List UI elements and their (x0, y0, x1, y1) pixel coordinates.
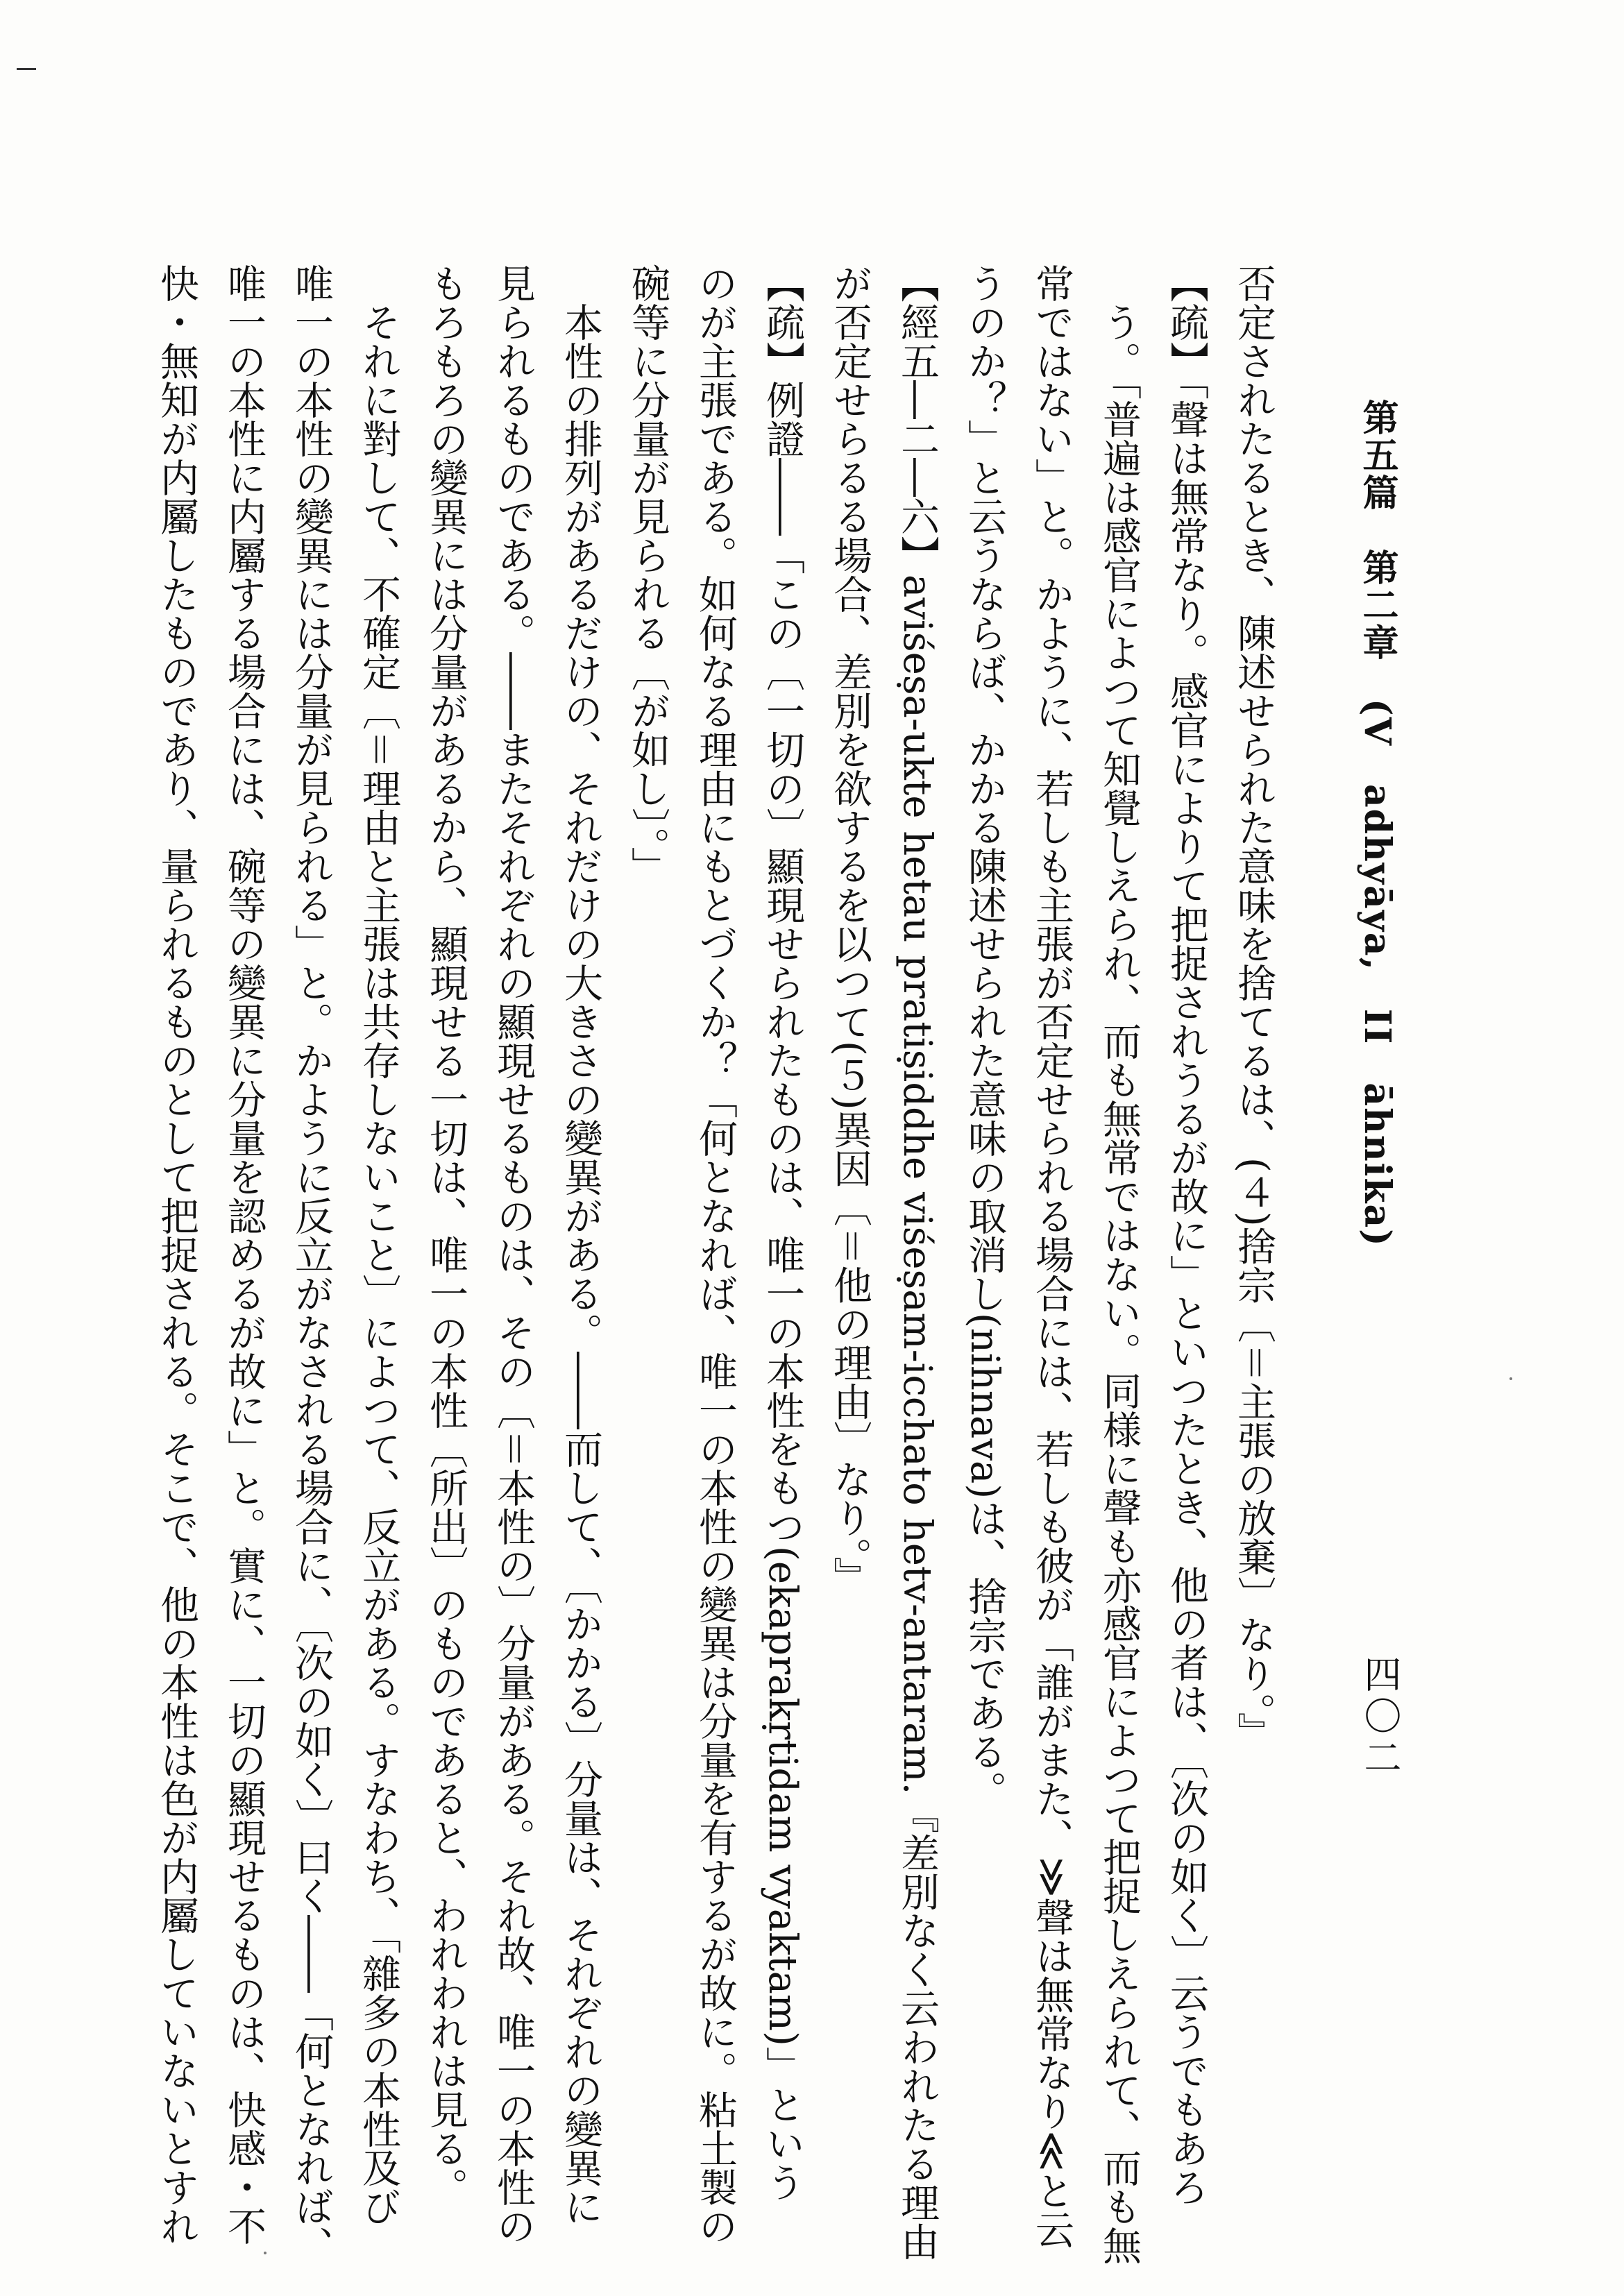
text-line: 【疏】例證――「この〔一切の〕顯現せられたものは、唯一の本性をもつ(ekaprakṛtidam vyaktam)」という (760, 264, 805, 2202)
text-line: 本性の排列があるだけの、それだけの大きさの變異がある。――而して、〔かかる〕分量は、それぞれの變異に (558, 303, 603, 2226)
text-line: 快・無知が内屬したものであり、量られるものとして把捉される。そこで、他の本性は色が内屬していないとすれ (154, 264, 199, 2245)
speck (1509, 1377, 1512, 1380)
text-line: 唯一の本性の變異には分量が見られる」と。かように反立がなされる場合に、〔次の如く〕曰く――「何となれば、 (289, 264, 334, 2265)
body-text (154, 264, 1287, 2265)
text-line: のが主張である。如何なる理由にもとづくか？「何となれば、唯一の本性の變異は分量を有するが故に。粘土製の (693, 264, 738, 2245)
text-line: 唯一の本性に内屬する場合には、碗等の變異に分量を認めるが故に」と。實に、一切の顯現せるものは、快感・不 (221, 264, 267, 2245)
text-line: 常ではない」と。かように、若しも主張が否定せられる場合には、若しも彼が「誰がまた、≫聲は無常なり≪と云 (1029, 264, 1074, 2250)
running-head: 第五篇 第二章 (V adhyāya, II āhnika) (1356, 399, 1398, 1248)
text-line: 【經五―二―六】aviśeṣa-ukte hetau pratiṣiddhe viśeṣam-icchato hetv-antaram.『差別なく云われたる理由 (895, 264, 940, 2261)
text-line: 否定されたるとき、陳述せられた意味を捨てるは、(４)捨宗〔＝主張の放棄〕なり。』 (1231, 264, 1276, 1751)
text-line: 見られるものである。――またそれぞれの顯現せるものは、その〔＝本性の〕分量がある。それ故、唯一の本性の (491, 264, 536, 2245)
text-line: それに對して、不確定〔＝理由と主張は共存しないこと〕によつて、反立がある。すなわち、「雜多の本性及び (356, 303, 401, 2226)
text-line: が否定せらるる場合、差別を欲するを以つて(５)異因〔＝他の理由〕なり。』 (827, 264, 872, 1596)
text-line: 【疏】「聲は無常なり。感官によりて把捉されうるが故に」といつたとき、他の者は、〔次の如く〕云うでもあろ (1164, 264, 1209, 2206)
page-number: 四〇二 (1358, 1655, 1402, 1780)
text-line: うのか？」と云うならば、かかる陳述せられた意味の取消し(nihnava)は、捨宗である。 (962, 264, 1007, 1810)
scan-mark (17, 68, 36, 70)
text-line: 碗等に分量が見られる〔が如し〕。」 (625, 264, 670, 885)
text-line: もろもろの變異には分量があるから、顯現せる一切は、唯一の本性〔所出〕のものであると、われわれは見る。 (423, 264, 468, 2206)
speck (264, 2252, 267, 2254)
text-line: う。「普遍は感官によつて知覺しえられ、而も無常ではない。同様に聲も亦感官によつて把捉しえられて、而も無 (1097, 303, 1142, 2265)
